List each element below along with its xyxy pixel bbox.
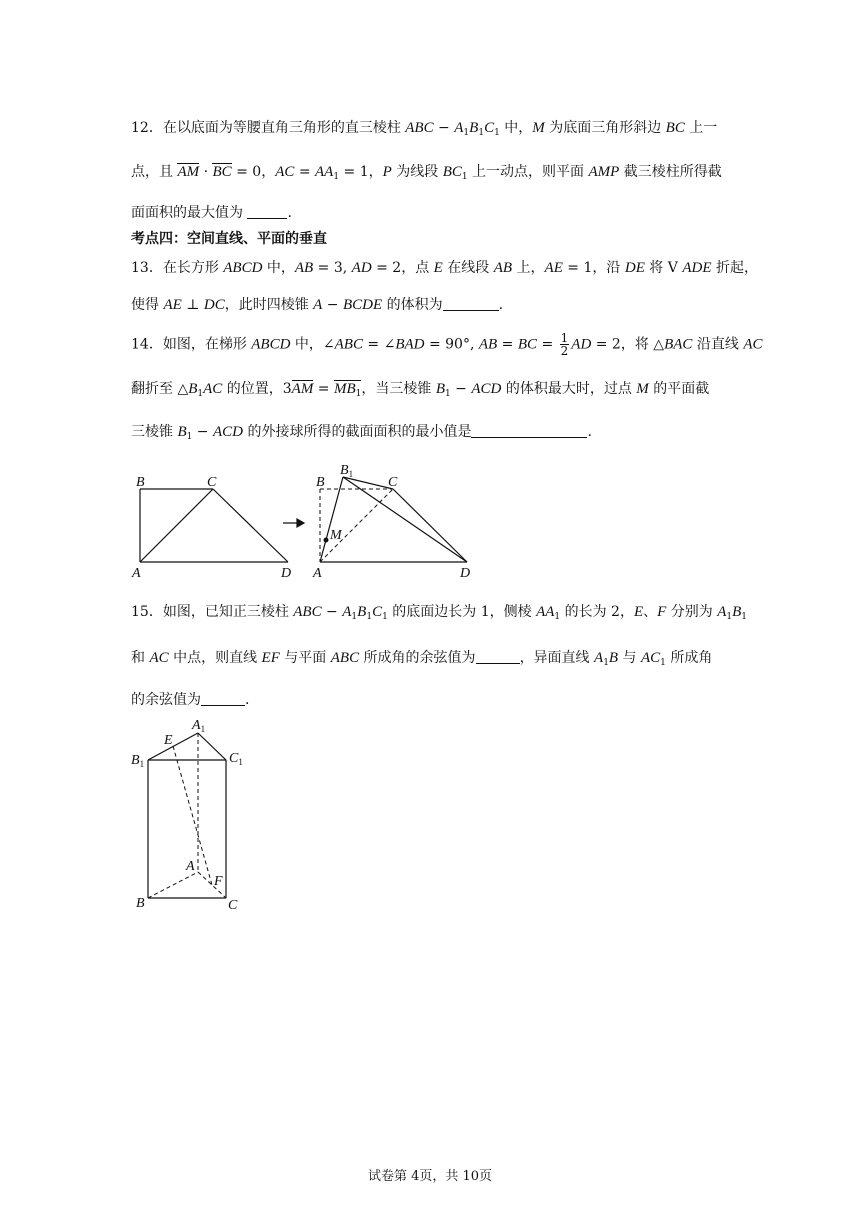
q15-line2: 和 AC 中点，则直线 EF 与平面 ABC 所成角的余弦值为 ，异面直线 $A_1B$ 与 $AC_1$ 所成角: [131, 650, 713, 668]
fig14-right-label-D: D: [460, 566, 471, 581]
fig15-label-B: B: [136, 896, 145, 911]
page-footer: 试卷第 4页，共 10页: [367, 1169, 493, 1184]
fig14-right-label-B1: $B_1$: [340, 463, 354, 479]
q15-line3: 的余弦值为 .: [131, 692, 250, 708]
fig15-label-C1: $C_1$: [229, 751, 243, 767]
fig14-right-label-B: B: [316, 475, 325, 490]
q13-line2: 使得 AE ⊥ DC，此时四棱锥 A − BCDE 的体积为 .: [131, 297, 504, 313]
fig14-left-label-B: B: [136, 475, 145, 490]
q13-line1: 13．在长方形 ABCD 中，AB = 3, AD = 2，点 E 在线段 AB 上，AE = 1，沿 DE 将 V ADE 折起，: [131, 260, 758, 276]
fig15-label-F: F: [214, 874, 223, 889]
fig14-right-label-C: C: [388, 475, 398, 490]
q12-line3: 面面积的最大值为 .: [131, 205, 292, 221]
fig15-label-E: E: [164, 733, 173, 748]
q15-line1: 15．如图，已知正三棱柱 ABC − $A_1B_1C_1$ 的底面边长为 1，侧棱 $AA_1$ 的长为 2，E、F 分别为 $A_1B_1$: [131, 604, 748, 622]
fig15-label-A: A: [186, 859, 195, 874]
fig14-left-label-D: D: [281, 566, 292, 581]
q14-line3: 三棱锥 $B_1$ − ACD 的外接球所得的截面面积的最小值是 .: [131, 424, 592, 442]
fig15-label-C: C: [228, 898, 238, 913]
section-heading: 考点四：空间直线、平面的垂直: [131, 231, 327, 247]
q12-line1: 12．在以底面为等腰直角三角形的直三棱柱 ABC − $A_1B_1C_1$ 中，M 为底面三角形斜边 BC 上一: [131, 120, 718, 138]
fig14-right-label-M: M: [330, 528, 342, 543]
fig14-left-label-C: C: [207, 475, 217, 490]
fig14-right-label-A: A: [313, 566, 322, 581]
fig14-left-label-A: A: [132, 566, 141, 581]
fig15-label-B1: $B_1$: [131, 753, 145, 769]
q14-line2: 翻折至 $\triangle B_1AC$ 的位置，$3AM = MB_1$，当三棱锥 $B_1$ − ACD 的体积最大时，过点 M 的平面截: [131, 381, 710, 399]
q14-line1: 14．如图，在梯形 ABCD 中，∠ABC = ∠BAD = 90°, AB = BC = $\frac{1}{2}$ AD = 2，将 △BAC 沿直线 AC: [131, 331, 763, 358]
fig15-label-A1: $A_1$: [192, 718, 206, 734]
q12-line2: 点，且 AM · BC = 0，AC = $AA_1 = 1$，P 为线段 $BC_1$ 上一动点，则平面 AMP 截三棱柱所得截: [131, 164, 722, 182]
